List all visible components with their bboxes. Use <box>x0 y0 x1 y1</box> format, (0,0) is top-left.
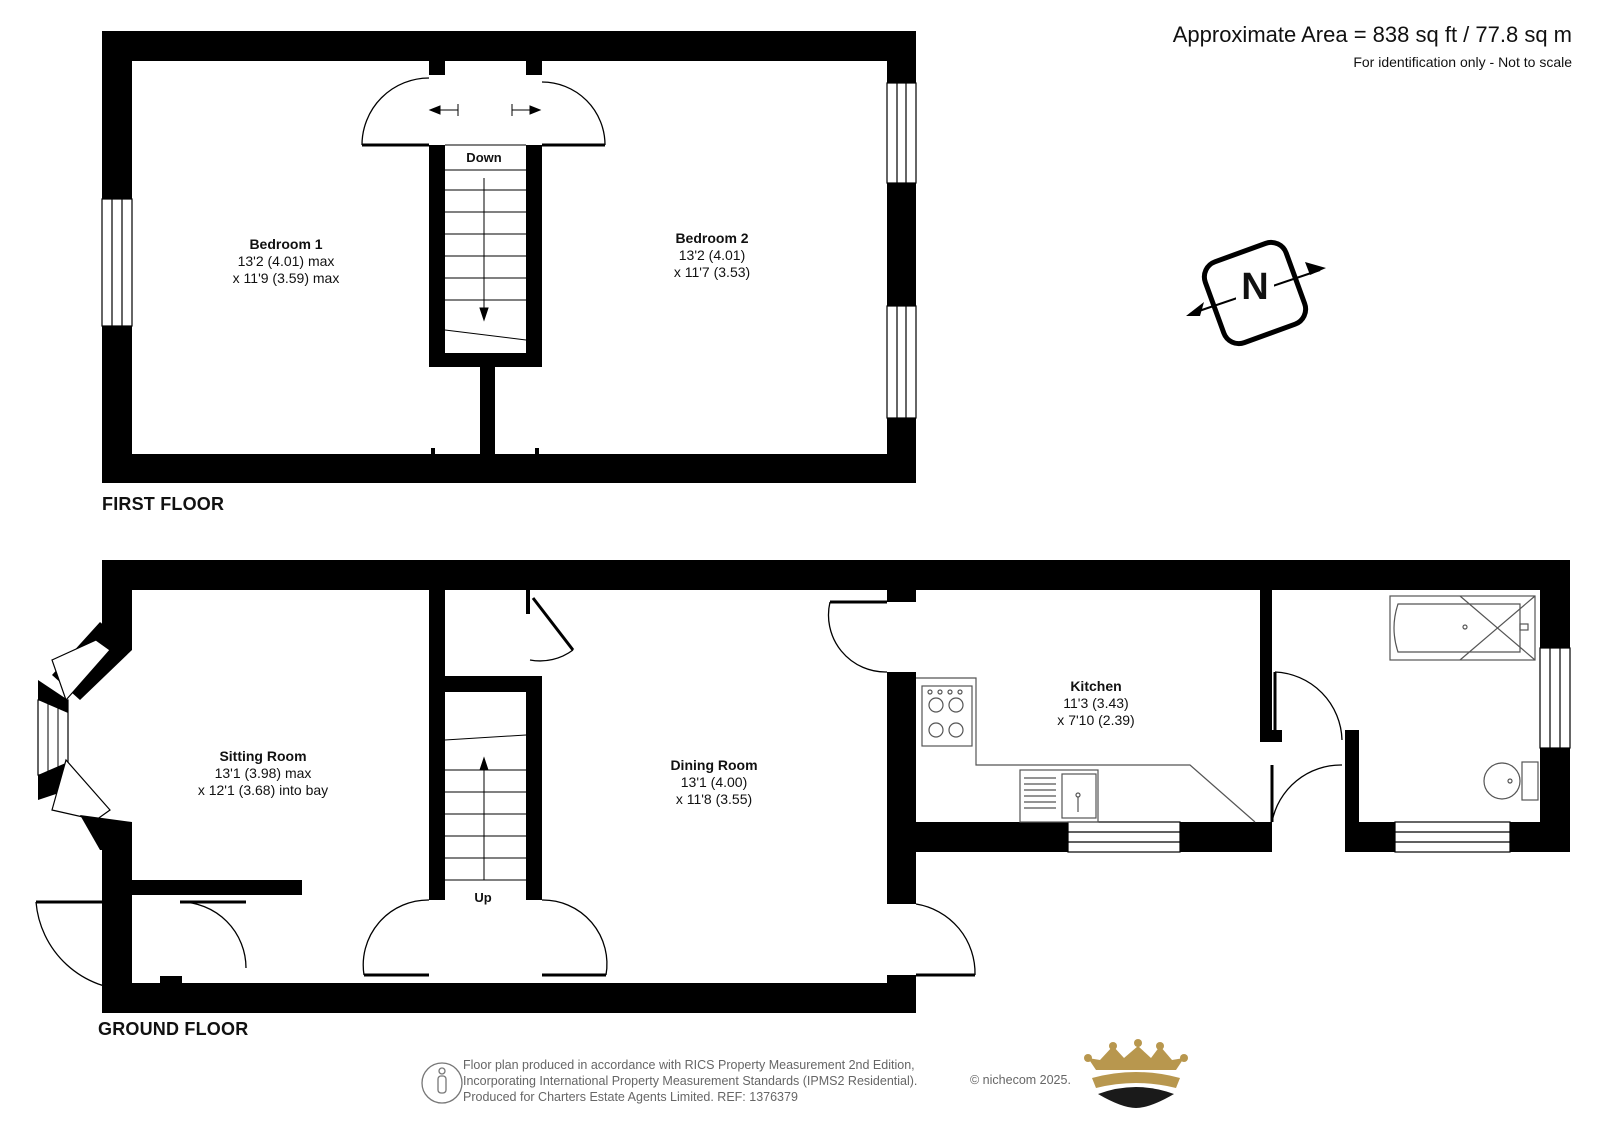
bay-window <box>38 622 132 850</box>
room-dimension: 13'1 (4.00) <box>680 774 748 790</box>
room-name: Dining Room <box>670 757 758 773</box>
room-dimension: 13'2 (4.01) max <box>237 253 335 269</box>
footer-notes <box>463 1057 917 1105</box>
room-dining-room <box>670 757 757 808</box>
crown-logo-icon <box>1084 1039 1188 1108</box>
window <box>887 83 916 183</box>
room-bedroom-1 <box>233 236 340 287</box>
footer-line: Floor plan produced in accordance with RICS Property Measurement 2nd Edition, <box>463 1058 915 1072</box>
room-kitchen <box>1057 678 1134 729</box>
room-name: Sitting Room <box>219 748 307 764</box>
room-name: Kitchen <box>1070 678 1122 694</box>
first-floor-plan <box>102 31 916 483</box>
compass-letter: N <box>1241 266 1269 308</box>
stairs-down-label: Down <box>466 150 502 165</box>
room-dimension: x 11'8 (3.55) <box>675 791 753 807</box>
approximate-area: Approximate Area = 838 sq ft / 77.8 sq m <box>1172 22 1572 47</box>
room-dimension: 13'2 (4.01) <box>678 247 746 263</box>
bathroom-fixtures <box>1390 596 1538 800</box>
copyright: © nichecom 2025. <box>970 1073 1071 1087</box>
header <box>1173 22 1572 70</box>
window <box>1395 822 1510 852</box>
window <box>1540 648 1570 748</box>
room-sitting-room <box>198 748 328 799</box>
room-dimension: x 11'7 (3.53) <box>673 264 751 280</box>
window <box>102 199 132 326</box>
person-icon <box>422 1063 462 1103</box>
window <box>887 306 916 418</box>
scale-note: For identification only - Not to scale <box>1353 54 1572 70</box>
room-dimension: x 11'9 (3.59) max <box>232 270 340 286</box>
room-name: Bedroom 2 <box>675 230 749 246</box>
room-dimension: x 12'1 (3.68) into bay <box>197 782 329 798</box>
staircase-ground <box>445 735 526 880</box>
first-floor-label: FIRST FLOOR <box>102 494 225 514</box>
stairs-up-label: Up <box>474 890 492 905</box>
room-name: Bedroom 1 <box>249 236 323 252</box>
footer-line: Produced for Charters Estate Agents Limited. REF: 1376379 <box>463 1090 798 1104</box>
door <box>362 78 605 145</box>
room-dimension: 11'3 (3.43) <box>1063 695 1129 711</box>
staircase-first <box>430 104 540 340</box>
ground-floor-label: GROUND FLOOR <box>98 1019 249 1039</box>
room-dimension: x 7'10 (2.39) <box>1057 712 1135 728</box>
room-dimension: 13'1 (3.98) max <box>214 765 312 781</box>
room-bedroom-2 <box>674 230 750 281</box>
window <box>1068 822 1180 852</box>
footer-line: Incorporating International Property Measurement Standards (IPMS2 Residential). <box>463 1074 918 1088</box>
